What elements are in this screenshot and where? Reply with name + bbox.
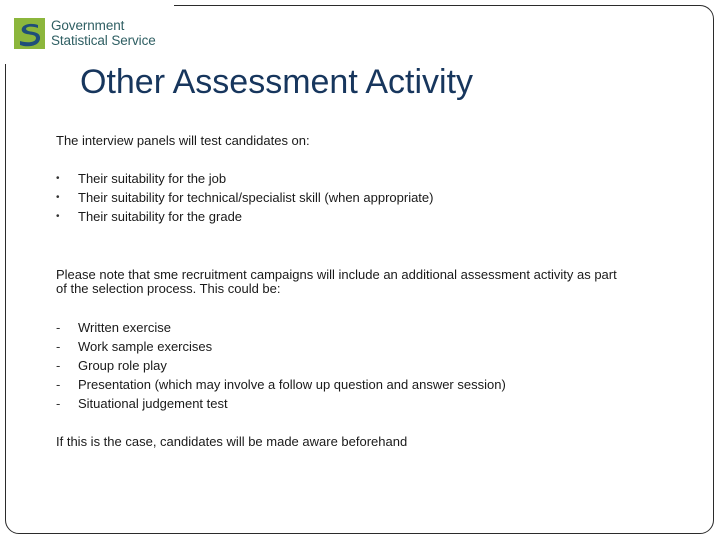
closing-text: If this is the case, candidates will be made aware beforehand [56, 434, 408, 449]
intro-text: The interview panels will test candidates on: [56, 133, 310, 148]
note-line-2: of the selection process. This could be: [56, 281, 281, 296]
dash-mark: - [56, 320, 61, 335]
dash-mark: - [56, 358, 61, 373]
dash-mark: - [56, 396, 61, 411]
note-line-1: Please note that sme recruitment campaigns will include an additional assessment activity as part [56, 267, 617, 282]
dash-mark: - [56, 377, 61, 392]
gss-logo [14, 16, 156, 50]
logo-wordmark [51, 18, 156, 48]
list-item-label: Their suitability for the job [78, 171, 227, 186]
bullet-mark: • [56, 192, 60, 203]
bullet-mark: • [56, 173, 60, 184]
slide-title: Other Assessment Activity [80, 63, 474, 101]
list-item-label: Work sample exercises [78, 339, 213, 354]
logo-line-2: Statistical Service [51, 33, 156, 48]
list-item-label: Their suitability for technical/specialist skill (when appropriate) [78, 190, 434, 205]
list-item-label: Group role play [78, 358, 167, 373]
logo-line-1: Government [51, 18, 125, 33]
list-item-label: Situational judgement test [78, 396, 228, 411]
list-item-label: Written exercise [78, 320, 171, 335]
gss-logo-icon [14, 18, 45, 49]
list-item-label: Presentation (which may involve a follow up question and answer session) [78, 377, 506, 392]
note-paragraph [56, 268, 676, 296]
bullet-mark: • [56, 211, 60, 222]
list-item-label: Their suitability for the grade [78, 209, 243, 224]
dash-mark: - [56, 339, 61, 354]
